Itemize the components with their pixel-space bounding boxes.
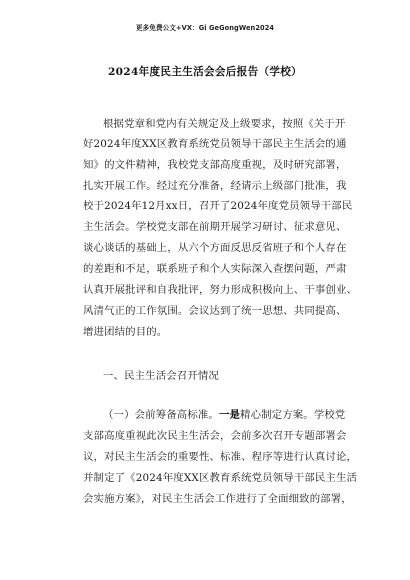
subsection-text: 精心制定方案。学校党 bbox=[240, 409, 346, 421]
paragraph-line: 好2024年度XX区教育系统党员领导干部民主生活会的通 bbox=[83, 138, 347, 150]
paragraph-line: 议，对民主生活会的重要性、标准、程序等进行认真讨论， bbox=[83, 451, 358, 463]
paragraph-line: 谈心谈话的基础上，从六个方面反思反省班子和个人存在 bbox=[83, 242, 347, 254]
header-note: 更多免费公文+VX：Gi GeGongWen2024 bbox=[135, 24, 275, 32]
paragraph-line: 的差距和不足，联系班子和个人实际深入查摆问题，严肃 bbox=[83, 263, 347, 275]
paragraph-line: 风清气正的工作氛围。会议达到了统一思想、共同提高、 bbox=[83, 305, 347, 317]
section-heading: 一、民主生活会召开情况 bbox=[103, 370, 219, 382]
paragraph-line: 会实施方案》，对民主生活会工作进行了全面细致的部署， bbox=[83, 493, 352, 505]
paragraph-line: 扎实开展工作。经过充分准备，经请示上级部门批准，我 bbox=[83, 180, 347, 192]
paragraph-line: 主生活会。学校党支部在前期开展学习研讨、征求意见、 bbox=[83, 221, 347, 233]
subsection-first-line bbox=[103, 409, 345, 422]
paragraph-line: 支部高度重视此次民主生活会，会前多次召开专题部署会 bbox=[83, 430, 347, 442]
emphasis-text: 一是 bbox=[218, 409, 241, 421]
paragraph-line: 增进团结的目的。 bbox=[83, 326, 168, 338]
subsection-heading: （一）会前筹备高标准。 bbox=[103, 409, 219, 421]
paragraph-line: 认真开展批评和自我批评，努力形成积极向上、干事创业、 bbox=[83, 284, 358, 296]
document-title: 2024年度民主生活会会后报告（学校） bbox=[107, 66, 303, 78]
paragraph-line: 知》的文件精神，我校党支部高度重视，及时研究部署， bbox=[83, 159, 347, 171]
paragraph-line: 校于2024年12月xx日，召开了2024年度党员领导干部民 bbox=[83, 200, 353, 212]
paragraph-line: 根据党章和党内有关规定及上级要求，按照《关于开 bbox=[103, 118, 346, 130]
paragraph-line: 并制定了《2024年度XX区教育系统党员领导干部民主生活 bbox=[83, 472, 358, 484]
